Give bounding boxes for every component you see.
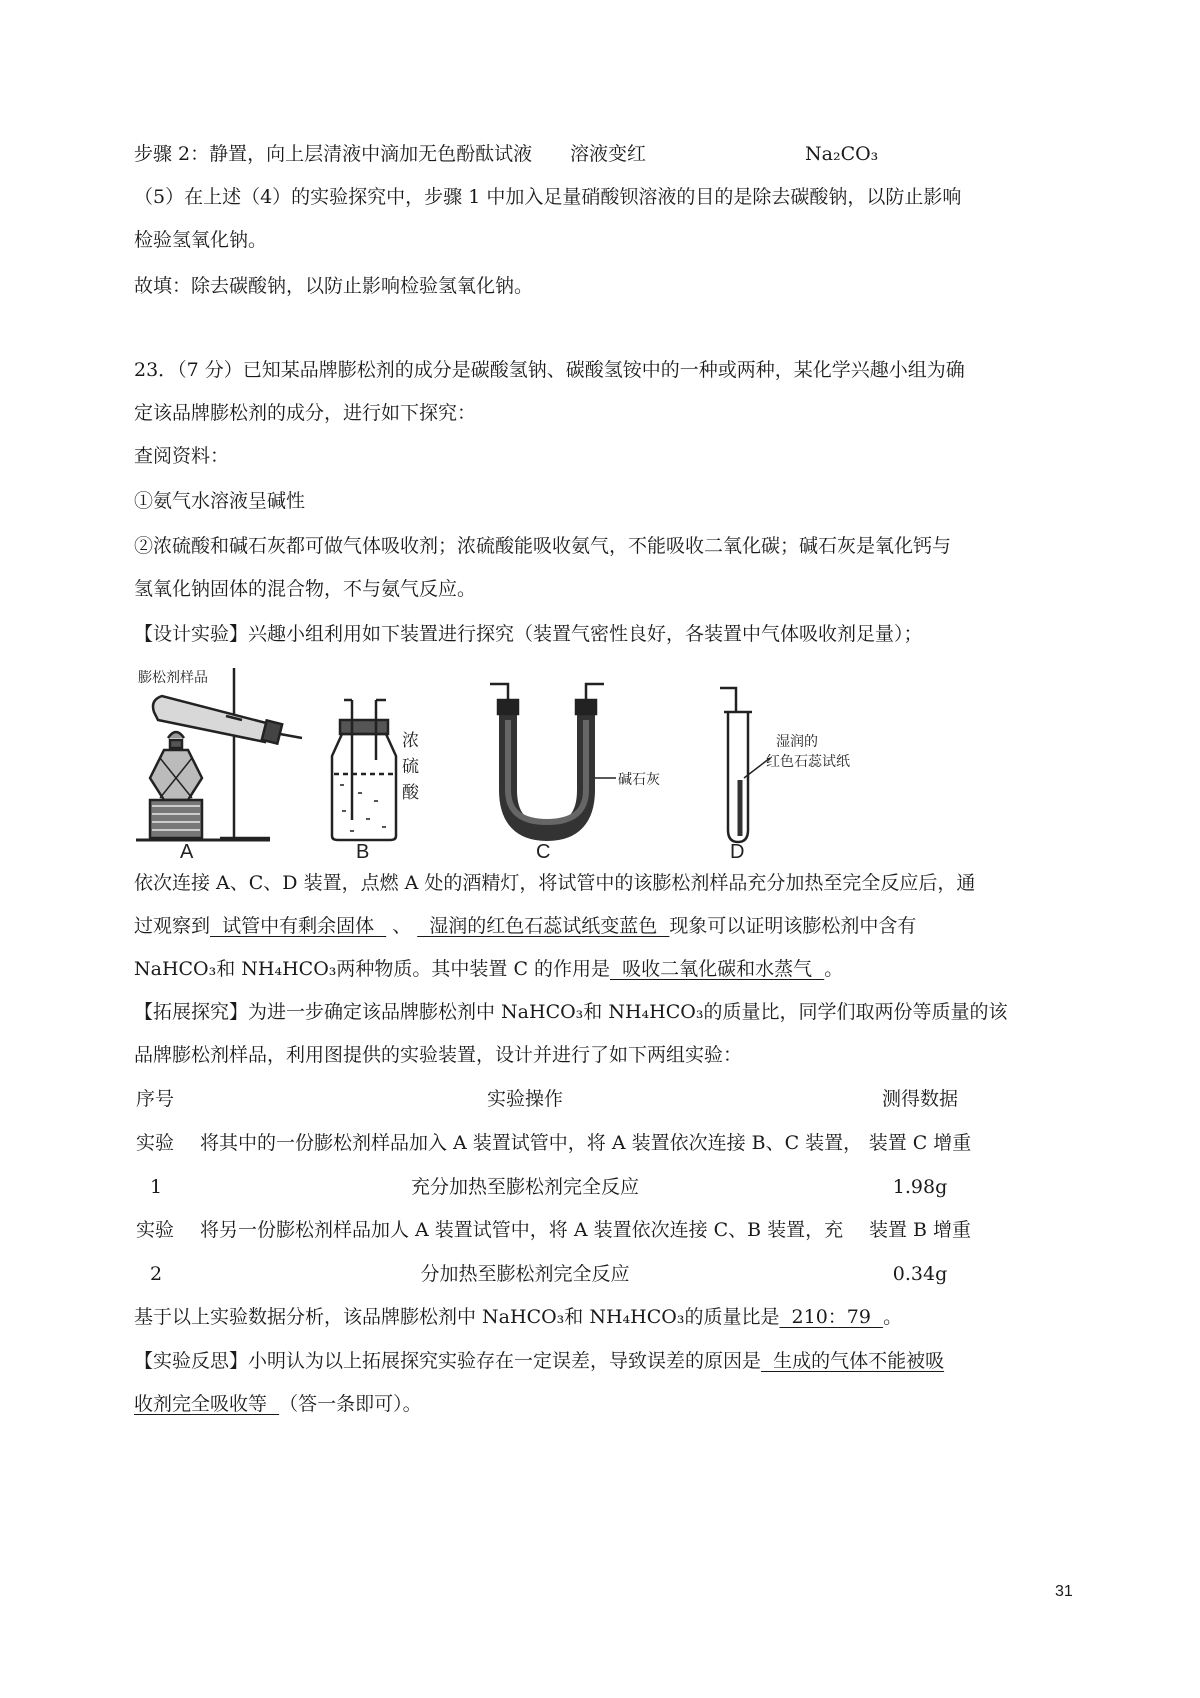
table-row-2-op-1: 将另一份膨松剂样品加人 A 装置试管中，将 A 装置依次连接 C、B 装置，充 — [200, 1219, 844, 1241]
reference-title: 查阅资料： — [134, 445, 230, 467]
answer-blank-reflect-1: 生成的气体不能被吸 — [761, 1350, 945, 1372]
ratio-post: 。 — [883, 1306, 903, 1328]
connect-line-2 — [134, 913, 916, 939]
prev-conclusion: Na₂CO₃ — [805, 143, 879, 165]
figure-b-label-2: 硫 — [402, 757, 419, 777]
figure-sample-label: 膨松剂样品 — [138, 670, 208, 686]
answer-blank-reflect-2: 收剂完全吸收等 — [134, 1393, 280, 1415]
table-row-1-data-2: 1.98g — [892, 1176, 948, 1198]
figure-label-a: A — [180, 841, 194, 860]
connect-line-3-post: 。 — [824, 958, 844, 980]
design-experiment: 【设计实验】兴趣小组利用如下装置进行探究（装置气密性良好，各装置中气体吸收剂足量）； — [134, 623, 923, 645]
table-row-1-no-1: 实验 — [136, 1132, 175, 1154]
reflect-post: （答一条即可）。 — [279, 1393, 422, 1415]
table-row-1-data-1: 装置 C 增重 — [868, 1132, 972, 1154]
answer-blank-1: 试管中有剩余固体 — [210, 915, 387, 937]
figure-label-c: C — [536, 841, 551, 860]
q23-line-1: 23．（7 分）已知某品牌膨松剂的成分是碳酸氢钠、碳酸氢铵中的一种或两种，某化学兴趣小组为确 — [134, 359, 965, 381]
answer-blank-3: 吸收二氧化碳和水蒸气 — [610, 958, 825, 980]
reference-2-line-1: ②浓硫酸和碱石灰都可做气体吸收剂；浓硫酸能吸收氨气，不能吸收二氧化碳；碱石灰是氧化钙与 — [134, 535, 952, 557]
table-row-2-no-1: 实验 — [136, 1219, 175, 1241]
answer-blank-ratio: 210：79 — [779, 1306, 884, 1328]
extend-line-2: 品牌膨松剂样品，利用图提供的实验装置，设计并进行了如下两组实验： — [134, 1044, 743, 1066]
table-row-2-op-2: 分加热至膨松剂完全反应 — [420, 1263, 630, 1285]
table-row-2-no-2: 2 — [150, 1263, 163, 1285]
table-row-2-data-1: 装置 B 增重 — [868, 1219, 972, 1241]
connect-line-2-post: 现象可以证明该膨松剂中含有 — [669, 915, 917, 937]
table-header-no: 序号 — [136, 1088, 175, 1110]
table-row-1-op-2: 充分加热至膨松剂完全反应 — [410, 1176, 639, 1198]
q5-line-1: （5）在上述（4）的实验探究中，步骤 1 中加入足量硝酸钡溶液的目的是除去碳酸钠，以防止影响 — [134, 186, 962, 208]
connect-line-2-pre: 过观察到 — [134, 915, 211, 937]
figure-d-label-1: 湿润的 — [776, 734, 818, 750]
figure-c-label: 碱石灰 — [618, 772, 660, 788]
connect-separator: 、 — [392, 915, 412, 937]
table-row-2-data-2: 0.34g — [892, 1263, 948, 1285]
reflect-pre: 【实验反思】小明认为以上拓展探究实验存在一定误差，导致误差的原因是 — [134, 1350, 762, 1372]
q5-line-2: 检验氢氧化钠。 — [134, 229, 268, 251]
q5-answer: 故填：除去碳酸钠，以防止影响检验氢氧化钠。 — [134, 275, 534, 297]
table-header-operation: 实验操作 — [486, 1088, 563, 1110]
prev-phenomenon: 溶液变红 — [570, 143, 647, 165]
reflect-line-1 — [134, 1348, 944, 1374]
figure-b-label-3: 酸 — [402, 783, 419, 803]
prev-step-2: 步骤 2：静置，向上层清液中滴加无色酚酞试液 — [134, 143, 533, 165]
reference-1: ①氨气水溶液呈碱性 — [134, 490, 306, 512]
connect-line-1: 依次连接 A、C、D 装置，点燃 A 处的酒精灯，将试管中的该膨松剂样品充分加热至完全反应后，通 — [134, 872, 976, 894]
ratio-pre: 基于以上实验数据分析，该品牌膨松剂中 NaHCO₃和 NH₄HCO₃的质量比是 — [134, 1306, 780, 1328]
table-header-data: 测得数据 — [881, 1088, 958, 1110]
table-row-1-op-1: 将其中的一份膨松剂样品加入 A 装置试管中，将 A 装置依次连接 B、C 装置， — [200, 1132, 863, 1154]
connect-line-3-pre: NaHCO₃和 NH₄HCO₃两种物质。其中装置 C 的作用是 — [134, 958, 611, 980]
figure-b-label-1: 浓 — [402, 731, 419, 751]
q23-line-2: 定该品牌膨松剂的成分，进行如下探究： — [134, 402, 477, 424]
reference-2-line-2: 氢氧化钠固体的混合物，不与氨气反应。 — [134, 578, 477, 600]
connect-line-3 — [134, 956, 843, 982]
page-number: 31 — [1055, 1583, 1073, 1600]
figure-label-d: D — [730, 841, 745, 860]
table-row-1-no-2: 1 — [150, 1176, 163, 1198]
figure-d-label-2: 红色石蕊试纸 — [766, 754, 850, 770]
reflect-line-2 — [134, 1391, 422, 1417]
apparatus-figure — [130, 660, 870, 860]
extend-line-1: 【拓展探究】为进一步确定该品牌膨松剂中 NaHCO₃和 NH₄HCO₃的质量比，同学们取两份等质量的该 — [134, 1001, 1008, 1023]
ratio-line — [134, 1304, 902, 1330]
answer-blank-2: 湿润的红色石蕊试纸变蓝色 — [417, 915, 670, 937]
figure-label-b: B — [356, 841, 370, 860]
